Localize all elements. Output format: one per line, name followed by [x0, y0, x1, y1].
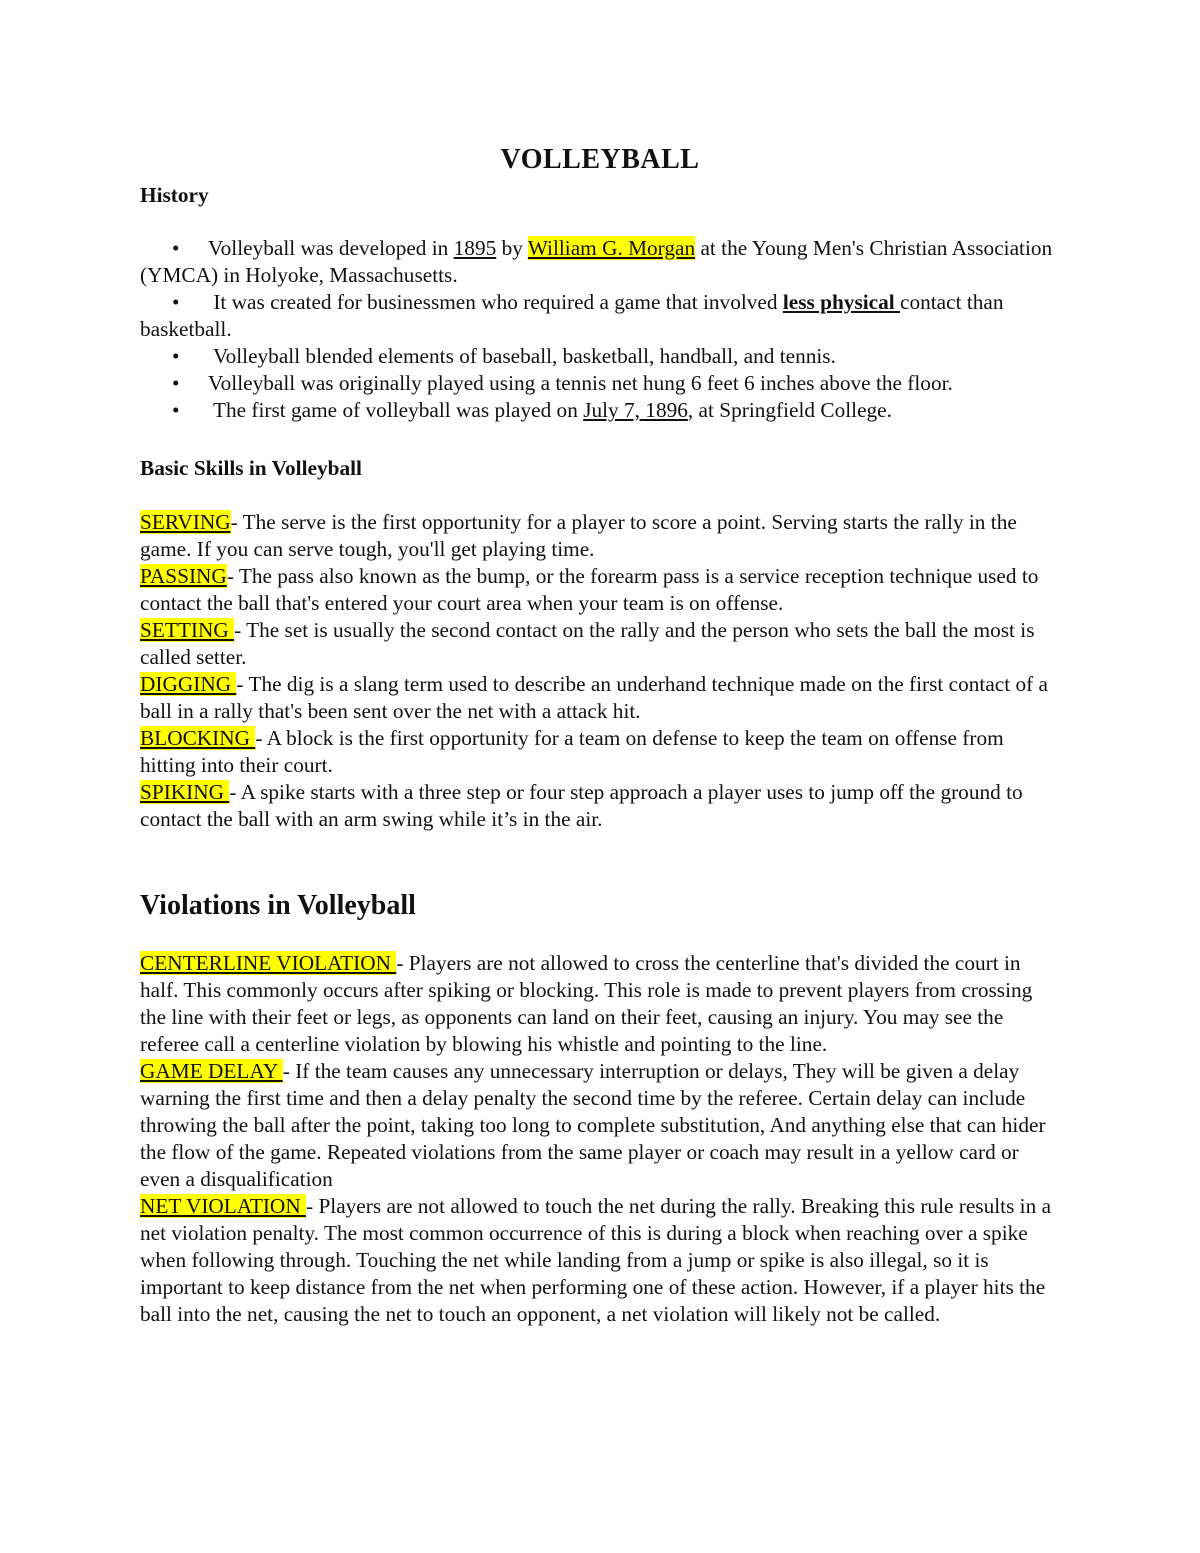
bullet-icon: • — [172, 236, 180, 260]
bullet-icon: • — [172, 371, 180, 395]
year-1895: 1895 — [453, 236, 497, 260]
violation-term: NET VIOLATION — [140, 1194, 307, 1218]
skill-digging: DIGGING - The dig is a slang term used to describe an underhand technique made on the first contact of a ball in a rally that's been sent over the net with a attack hit. — [140, 672, 1049, 723]
violations-list — [140, 950, 1060, 1328]
skill-passing: PASSING- The pass also known as the bump, or the forearm pass is a service reception technique used to contact the ball that's entered your court area when your team is on offense. — [140, 564, 1039, 615]
skill-term: SETTING — [140, 618, 235, 642]
list-item: • The first game of volleyball was played on July 7, 1896, at Springfield College. — [140, 397, 1060, 424]
list-item: • Volleyball was originally played using a tennis net hung 6 feet 6 inches above the floor. — [140, 370, 1060, 397]
skill-term: DIGGING — [140, 672, 237, 696]
violation-game-delay: GAME DELAY - If the team causes any unnecessary interruption or delays, They will be given a delay warning the first time and then a delay penalty the second time by the referee. Certain delay can include throwing the ball after the point, taking too long to complete substitution, And anything else that can hider the flow of the game. Repeated violations from the same player or coach may result in a yellow card or even a disqualification — [140, 1059, 1046, 1191]
document-title: VOLLEYBALL — [500, 144, 700, 175]
skill-setting: SETTING - The set is usually the second contact on the rally and the person who sets the ball the most is called setter. — [140, 618, 1035, 669]
skill-spiking: SPIKING - A spike starts with a three step or four step approach a player uses to jump off the ground to contact the ball with an arm swing while it’s in the air. — [140, 780, 1023, 831]
bullet-icon: • — [172, 398, 180, 422]
skills-heading: Basic Skills in Volleyball — [140, 456, 362, 480]
skill-blocking: BLOCKING - A block is the first opportunity for a team on defense to keep the team on offense from hitting into their court. — [140, 726, 1004, 777]
violation-net: NET VIOLATION - Players are not allowed to touch the net during the rally. Breaking this rule results in a net violation penalty. The most common occurrence of this is during a block when reaching over a spike when following through. Touching the net while landing from a jump or spike is also illegal, so it is important to keep distance from the net when performing one of these action. However, if a player hits the ball into the net, causing the net to touch an opponent, a net violation will likely not be called. — [140, 1194, 1052, 1326]
inventor-name: William G. Morgan — [527, 236, 696, 260]
skill-term: BLOCKING — [140, 726, 256, 750]
violation-term: GAME DELAY — [140, 1059, 283, 1083]
violations-heading: Violations in Volleyball — [140, 890, 416, 921]
bullet-icon: • — [172, 290, 180, 314]
list-item: • It was created for businessmen who required a game that involved less physical contact than basketball. — [140, 290, 1004, 341]
list-item: • Volleyball was developed in 1895 by William G. Morgan at the Young Men's Christian Association (YMCA) in Holyoke, Massachusetts. — [140, 236, 1053, 287]
emphasis-less-physical: less physical — [782, 290, 900, 314]
skill-term: PASSING — [140, 564, 227, 588]
first-game-date: July 7, 1896 — [583, 398, 688, 422]
history-list — [140, 235, 1060, 424]
violation-centerline: CENTERLINE VIOLATION - Players are not allowed to cross the centerline that's divided the court in half. This commonly occurs after spiking or blocking. This role is made to prevent players from crossing the line with their feet or legs, as opponents can land on their feet, causing an injury. You may see the referee call a centerline violation by blowing his whistle and pointing to the line. — [140, 951, 1033, 1056]
skills-list — [140, 509, 1060, 833]
skill-term: SERVING — [140, 510, 231, 534]
skill-term: SPIKING — [140, 780, 230, 804]
bullet-icon: • — [172, 344, 180, 368]
violation-term: CENTERLINE VIOLATION — [140, 951, 397, 975]
list-item: • Volleyball blended elements of baseball, basketball, handball, and tennis. — [140, 343, 1060, 370]
skill-serving: SERVING- The serve is the first opportunity for a player to score a point. Serving starts the rally in the game. If you can serve tough, you'll get playing time. — [140, 510, 1017, 561]
history-heading: History — [140, 183, 209, 207]
